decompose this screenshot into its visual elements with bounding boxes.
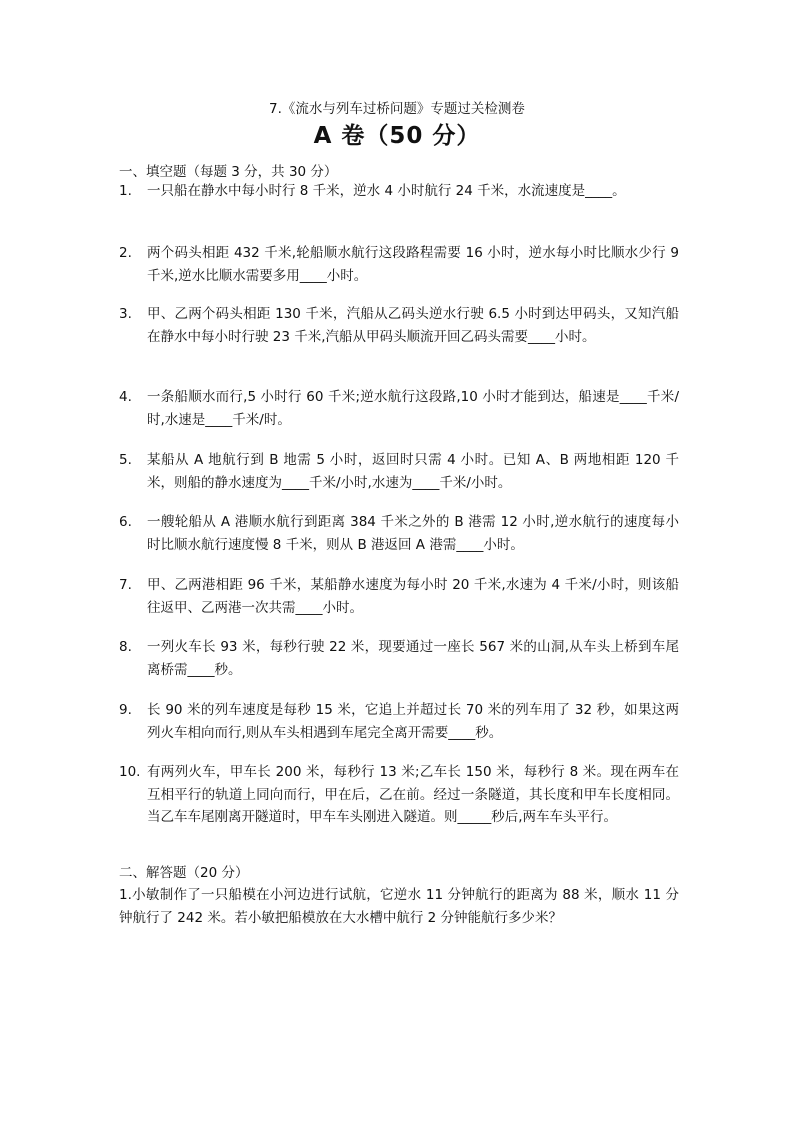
section-heading-fill-in: 一、填空题（每题 3 分，共 30 分） [119, 164, 338, 180]
question-item [119, 761, 679, 829]
question-number: 1. [119, 183, 132, 199]
paper-title: A 卷（50 分） [313, 123, 481, 149]
question-text: 一列火车长 93 米，每秒行驶 22 米，现要通过一座长 567 米的山洞,从车头上桥到车尾离桥需____秒。 [147, 639, 679, 678]
question-number: 7. [119, 577, 132, 593]
question-text: 一艘轮船从 A 港顺水航行到距离 384 千米之外的 B 港需 12 小时,逆水航行的速度每小时比顺水航行速度慢 8 千米，则从 B 港返回 A 港需____小时。 [147, 514, 679, 553]
question-text: 一只船在静水中每小时行 8 千米，逆水 4 小时航行 24 千米，水流速度是____。 [147, 183, 626, 199]
document-title: 7.《流水与列车过桥问题》专题过关检测卷 [269, 101, 525, 117]
question-number: 4. [119, 389, 132, 405]
question-number: 3. [119, 306, 132, 322]
question-text: 有两列火车，甲车长 200 米，每秒行 13 米;乙车长 150 米，每秒行 8 米。现在两车在互相平行的轨道上同向而行，甲在后，乙在前。经过一条隧道，其长度和甲车长度相同。当乙车车尾刚离开隧道时，甲车车头刚进入隧道。则_____秒后,两车车头平行。 [147, 764, 679, 825]
question-text: 两个码头相距 432 千米,轮船顺水航行这段路程需要 16 小时，逆水每小时比顺水少行 9 千米,逆水比顺水需要多用____小时。 [147, 245, 679, 284]
question-number: 5. [119, 452, 132, 468]
question-text: 长 90 米的列车速度是每秒 15 米，它追上并超过长 70 米的列车用了 32 秒，如果这两列火车相向而行,则从车头相遇到车尾完全离开需要____秒。 [147, 702, 679, 741]
question-item [119, 699, 679, 744]
question-item [119, 180, 679, 203]
question-number: 8. [119, 639, 132, 655]
question-item [119, 574, 679, 619]
answer-question-text: 1.小敏制作了一只船模在小河边进行试航，它逆水 11 分钟航行的距离为 88 米，顺水 11 分钟航行了 242 米。若小敏把船模放在大水槽中航行 2 分钟能航行多少米？ [119, 887, 679, 926]
question-item [119, 242, 679, 287]
question-text: 某船从 A 地航行到 B 地需 5 小时，返回时只需 4 小时。已知 A、B 两地相距 120 千米，则船的静水速度为____千米/小时,水速为____千米/小时。 [147, 452, 679, 491]
question-item [119, 511, 679, 556]
section-heading-answer: 二、解答题（20 分） [119, 865, 249, 881]
question-item [119, 386, 679, 431]
question-number: 10. [119, 764, 141, 780]
question-number: 6. [119, 514, 132, 530]
question-text: 甲、乙两港相距 96 千米，某船静水速度为每小时 20 千米,水速为 4 千米/小时，则该船往返甲、乙两港一次共需____小时。 [147, 577, 679, 616]
question-text: 一条船顺水而行,5 小时行 60 千米;逆水航行这段路,10 小时才能到达，船速是____千米/时,水速是____千米/时。 [147, 389, 679, 428]
question-item [119, 303, 679, 348]
question-text: 甲、乙两个码头相距 130 千米，汽船从乙码头逆水行驶 6.5 小时到达甲码头，又知汽船在静水中每小时行驶 23 千米,汽船从甲码头顺流开回乙码头需要____小时。 [147, 306, 679, 345]
question-item [119, 449, 679, 494]
question-number: 9. [119, 702, 132, 718]
question-item [119, 636, 679, 681]
question-number: 2. [119, 245, 132, 261]
